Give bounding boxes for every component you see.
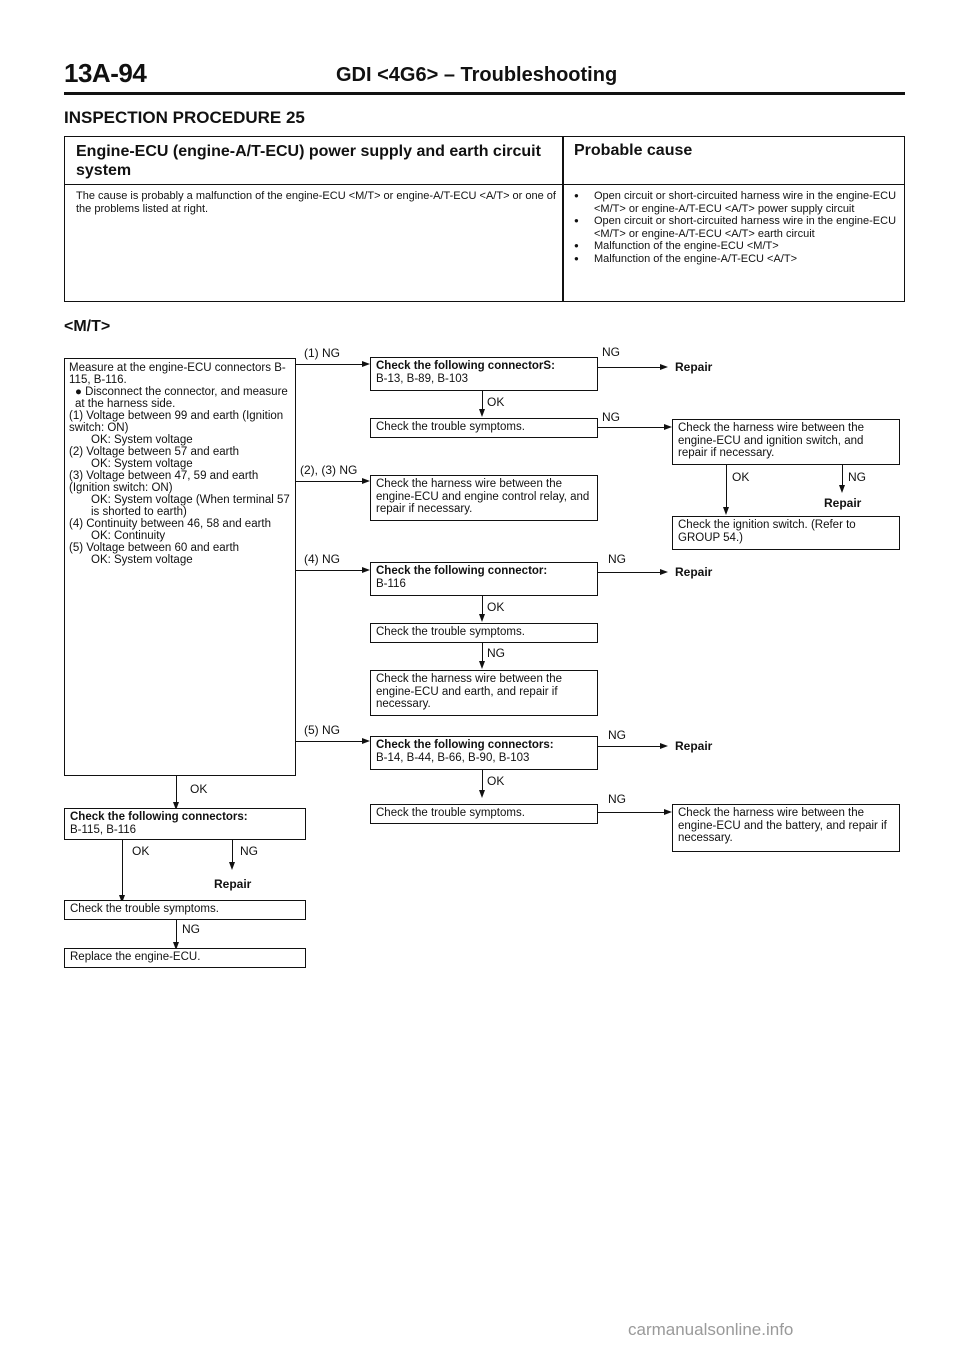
flow-line — [598, 812, 666, 813]
check-harness-ignition-box: Check the harness wire between the engine-ECU and ignition switch, and repair if necessary. — [672, 419, 900, 465]
ok-label: OK — [732, 470, 750, 484]
repair-label: Repair — [675, 360, 713, 374]
table-header-system: Engine-ECU (engine-A/T-ECU) power supply and earth circuit system — [76, 143, 541, 179]
flow-line — [296, 741, 364, 742]
arrow-down-icon — [723, 507, 729, 515]
box-body: B-14, B-44, B-66, B-90, B-103 — [376, 751, 530, 764]
flow-line — [232, 840, 233, 864]
branch-label-5: (5) NG — [304, 723, 340, 737]
section-label-mt: <M/T> — [64, 318, 111, 335]
branch-label-4: (4) NG — [304, 552, 340, 566]
flow-line — [842, 465, 843, 487]
arrow-down-icon — [479, 790, 485, 798]
measure-ok: OK: System voltage — [91, 458, 193, 470]
arrow-down-icon — [229, 862, 235, 870]
flow-line — [726, 465, 727, 509]
repair-label: Repair — [675, 565, 713, 579]
ng-label: NG — [182, 922, 200, 936]
check-symptoms-box-2: Check the trouble symptoms. — [370, 623, 598, 643]
page-title: GDI <4G6> – Troubleshooting — [336, 64, 618, 86]
box-body: B-13, B-89, B-103 — [376, 372, 469, 385]
flow-line — [176, 776, 177, 804]
ok-label: OK — [190, 782, 208, 796]
cause-item: ● Open circuit or short-circuited harness wire in the engine-ECU <M/T> or engine-A/T-ECU <A/T> earth circuit — [574, 215, 899, 240]
flow-line — [482, 596, 483, 616]
arrow-right-icon — [660, 743, 668, 749]
ng-label: NG — [608, 728, 626, 742]
arrow-right-icon — [362, 738, 370, 744]
flow-line — [598, 746, 664, 747]
measure-item: (5) Voltage between 60 and earth — [69, 542, 240, 554]
check-connectors-box-1 — [370, 357, 598, 391]
flow-line — [296, 364, 364, 365]
ok-label: OK — [487, 600, 505, 614]
measure-item: (2) Voltage between 57 and earth — [69, 446, 240, 458]
flow-line — [296, 570, 364, 571]
measure-intro: Measure at the engine-ECU connectors B-115, B-116. — [69, 362, 286, 386]
ok-label: OK — [132, 844, 150, 858]
check-connectors-box-3 — [370, 736, 598, 770]
table-divider-vertical — [562, 136, 564, 302]
table-header-probable-cause: Probable cause — [574, 142, 693, 159]
check-harness-earth-box: Check the harness wire between the engine-ECU and earth, and repair if necessary. — [370, 670, 598, 716]
page-number: 13A-94 — [64, 58, 147, 88]
flow-line — [482, 643, 483, 663]
check-connector-box-2 — [370, 562, 598, 596]
repair-label: Repair — [214, 877, 252, 891]
cause-item: ● Malfunction of the engine-ECU <M/T> — [574, 240, 899, 253]
flow-line — [176, 920, 177, 944]
arrow-down-icon — [839, 485, 845, 493]
replace-ecu-box: Replace the engine-ECU. — [64, 948, 306, 968]
arrow-right-icon — [664, 424, 672, 430]
flow-line — [598, 367, 664, 368]
measure-ok: OK: System voltage — [91, 554, 193, 566]
measure-ok: OK: System voltage — [91, 434, 193, 446]
flow-line — [482, 770, 483, 792]
table-divider-horizontal — [64, 184, 905, 185]
arrow-right-icon — [362, 567, 370, 573]
ng-label: NG — [487, 646, 505, 660]
box-title: Check the following connectorS: — [376, 360, 555, 372]
box-body: B-116 — [376, 577, 406, 590]
check-connectors-box-4 — [64, 808, 306, 840]
measure-item: (1) Voltage between 99 and earth (Ignition switch: ON) — [69, 410, 284, 434]
arrow-right-icon — [664, 809, 672, 815]
check-harness-battery-box: Check the harness wire between the engine-ECU and the battery, and repair if necessary. — [672, 804, 900, 852]
measure-item: (4) Continuity between 46, 58 and earth — [69, 518, 272, 530]
check-symptoms-box-3: Check the trouble symptoms. — [370, 804, 598, 824]
ng-label: NG — [848, 470, 866, 484]
ok-label: OK — [487, 395, 505, 409]
arrow-down-icon — [479, 614, 485, 622]
watermark: carmanualsonline.info — [628, 1320, 794, 1339]
procedure-title: INSPECTION PROCEDURE 25 — [64, 108, 305, 127]
branch-label-1: (1) NG — [304, 346, 340, 360]
ng-label: NG — [608, 552, 626, 566]
box-title: Check the following connectors: — [70, 811, 248, 823]
table-cause-list — [574, 190, 899, 265]
flow-line — [598, 427, 666, 428]
ng-label: NG — [240, 844, 258, 858]
cause-item: ● Malfunction of the engine-A/T-ECU <A/T> — [574, 253, 899, 266]
arrow-right-icon — [660, 569, 668, 575]
header-rule — [64, 92, 905, 95]
arrow-right-icon — [362, 478, 370, 484]
measure-ok: OK: Continuity — [91, 530, 166, 542]
measure-bullet: ● Disconnect the connector, and measure at the harness side. — [75, 386, 288, 410]
measure-item: (3) Voltage between 47, 59 and earth (Ignition switch: ON) — [69, 470, 259, 494]
box-title: Check the following connectors: — [376, 739, 554, 751]
cause-item: ● Open circuit or short-circuited harness wire in the engine-ECU <M/T> or engine-A/T-ECU <A/T> power supply circuit — [574, 190, 899, 215]
ok-label: OK — [487, 774, 505, 788]
arrow-down-icon — [479, 661, 485, 669]
arrow-right-icon — [660, 364, 668, 370]
flow-line — [598, 572, 664, 573]
ng-label: NG — [602, 345, 620, 359]
arrow-right-icon — [362, 361, 370, 367]
branch-label-2-3: (2), (3) NG — [300, 463, 358, 477]
repair-label: Repair — [824, 496, 862, 510]
box-title: Check the following connector: — [376, 565, 548, 577]
measure-ok: OK: System voltage (When terminal 57 is shorted to earth) — [91, 494, 290, 518]
repair-label: Repair — [675, 739, 713, 753]
check-harness-relay-box: Check the harness wire between the engine-ECU and engine control relay, and repair if necessary. — [370, 475, 598, 521]
check-ignition-switch-box: Check the ignition switch. (Refer to GROUP 54.) — [672, 516, 900, 550]
ng-label: NG — [602, 410, 620, 424]
flow-line — [296, 481, 364, 482]
box-body: B-115, B-116 — [70, 823, 137, 836]
ng-label: NG — [608, 792, 626, 806]
table-system-description: The cause is probably a malfunction of the engine-ECU <M/T> or engine-A/T-ECU <A/T> or one of the problems listed at right. — [76, 190, 556, 215]
arrow-down-icon — [479, 409, 485, 417]
flow-line — [122, 840, 123, 898]
measure-box — [64, 358, 296, 776]
check-symptoms-box-4: Check the trouble symptoms. — [64, 900, 306, 920]
check-symptoms-box-1: Check the trouble symptoms. — [370, 418, 598, 438]
